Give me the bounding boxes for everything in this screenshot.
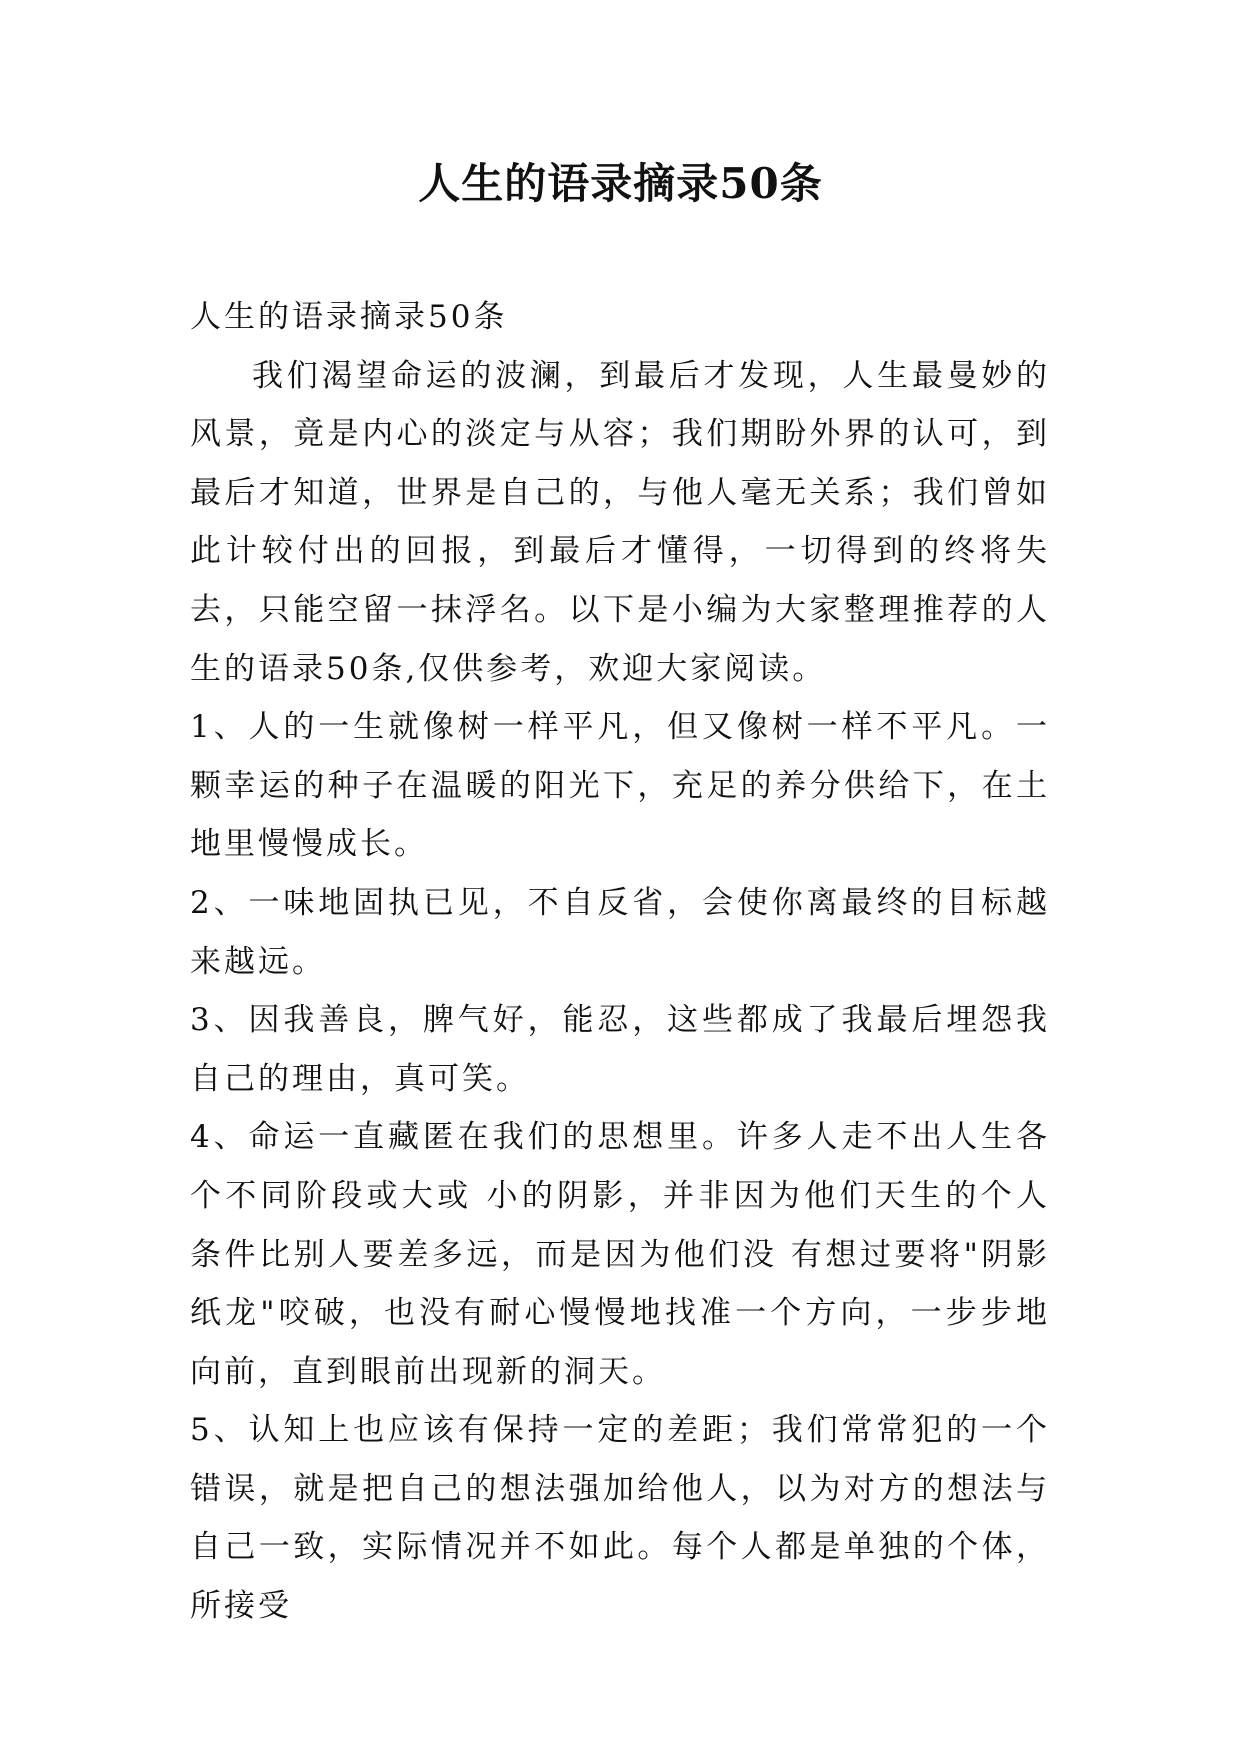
document-body: [190, 288, 1050, 1636]
quote-item-4: 4、命运一直藏匿在我们的思想里。许多人走不出人生各个不同阶段或大或 小的阴影，并非因为他们天生的个人条件比别人要差多远，而是因为他们没 有想过要将"阴影纸龙"咬破，也没有耐心慢慢地找准一个方向，一步步地 向前，直到眼前出现新的洞天。: [190, 1119, 1050, 1390]
quote-item-2: 2、一味地固执已见，不自反省，会使你离最终的目标越来越远。: [190, 884, 1050, 980]
document-title: 人生的语录摘录50条: [418, 159, 823, 208]
subtitle-line: 人生的语录摘录50条: [190, 299, 508, 335]
quote-item-5: 5、认知上也应该有保持一定的差距；我们常常犯的一个错误，就是把自己的想法强加给他人，以为对方的想法与自己一致，实际情况并不如此。每个人都是单独的个体，所接受: [190, 1412, 1050, 1625]
quote-item-1: 1、人的一生就像树一样平凡，但又像树一样不平凡。一颗幸运的种子在温暖的阳光下，充足的养分供给下，在土地里慢慢成长。: [190, 709, 1050, 863]
intro-paragraph: 我们渴望命运的波澜，到最后才发现，人生最曼妙的风景，竟是内心的淡定与从容；我们期盼外界的认可，到最后才知道，世界是自己的，与他人毫无关系；我们曾如此计较付出的回报，到最后才懂得，一切得到的终将失去，只能空留一抹浮名。以下是小编为大家整理推荐的人生的语录50条,仅供参考，欢迎大家阅读。: [190, 357, 1050, 687]
quote-item-3: 3、因我善良，脾气好，能忍，这些都成了我最后埋怨我自己的理由，真可笑。: [190, 1002, 1050, 1097]
